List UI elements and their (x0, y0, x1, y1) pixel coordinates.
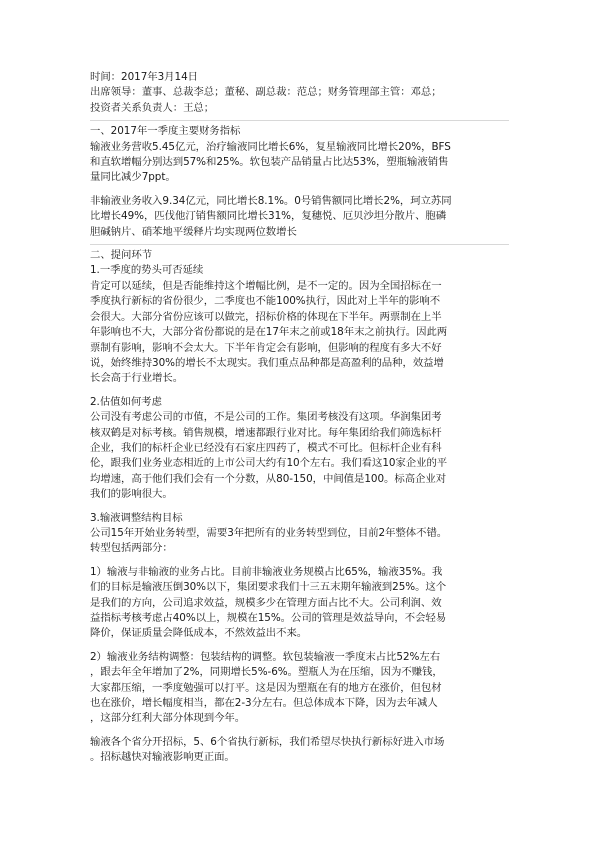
para-line: 说，始终维持30%的增长不太现实。我们重点品种都是高盈利的品种，效益增 (90, 356, 444, 369)
para-line: 降价，保证质量会降低成本，不然效益出不来。 (90, 627, 308, 640)
para-line: 1）输液与非输液的业务占比。目前非输液业务规模占比65%，输液35%。我 (90, 565, 443, 578)
para-line: 伦，跟我们业务业态相近的上市公司大约有10个左右。我们看这10家企业的平 (90, 457, 448, 470)
para-line: 胆碱钠片、硝苯地平缓释片均实现两位数增长 (90, 225, 297, 238)
para-line: ，跟去年全年增加了2%，同期增长5%-6%。塑瓶人为在压缩，因为不赚钱， (90, 666, 443, 679)
para-line: 输液各个省分开招标，5、6个省执行新标，我们希望尽快执行新标好进入市场 (90, 735, 445, 748)
para-line: 核双鹤是对标考核。销售规模，增速都跟行业对比。每年集团给我们筛选标杆 (90, 426, 442, 439)
para-line: 2）输液业务结构调整：包装结构的调整。软包装输液一季度末占比52%左右 (90, 650, 441, 663)
meeting-time: 时间：2017年3月14日 (90, 71, 198, 83)
para-line: 我们的影响很大。 (90, 488, 173, 501)
para-line: 和直软增幅分别达到57%和25%。软包装产品销量占比达53%，塑瓶输液销售 (90, 156, 449, 169)
question-1 (90, 263, 509, 386)
para-line: 输液业务营收5.45亿元，治疗输液同比增长6%，复星输液同比增长20%，BFS (90, 140, 451, 153)
para-line: 票制有影响，影响不会太大。下半年肯定会有影响，但影响的程度有多大不好 (90, 341, 442, 354)
section-title-qa: 二、提问环节 (90, 249, 153, 262)
para-line: 企业，我们的标杆企业已经没有石家庄四药了，模式不可比。但标杆企业有科 (90, 441, 442, 454)
para-line: 肯定可以延续，但是否能维持这个增幅比例，是不一定的。因为全国招标在一 (90, 279, 442, 292)
para-line: 。招标越快对输液影响更正面。 (90, 751, 235, 764)
para-line: 季度执行新标的省份很少，二季度也不能100%执行，因此对上半年的影响不 (90, 295, 441, 308)
para-line: 大家都压缩，一季度勉强可以打平。这是因为塑瓶在有的地方在涨价，但包材 (90, 681, 442, 694)
divider (90, 244, 509, 245)
paragraph-gap (90, 727, 509, 735)
question-title: 3.输液调整结构目标 (90, 511, 183, 524)
section-qa (90, 248, 509, 766)
para-line: 长会高于行业增长。 (90, 372, 184, 385)
section-title-financials: 一、2017年一季度主要财务指标 (90, 125, 241, 138)
question-title: 2.估值如何考虑 (90, 395, 162, 408)
para-line: 非输液业务收入9.34亿元，同比增长8.1%。0号销售额同比增长2%，珂立苏同 (90, 194, 452, 207)
para-line: 量同比减少7ppt。 (90, 171, 176, 184)
paragraph-gap (90, 186, 509, 194)
para-line: 公司没有考虑公司的市值，不是公司的工作。集团考核没有这项。华润集团考 (90, 411, 442, 424)
paragraph-gap (90, 557, 509, 565)
paragraph-gap (90, 503, 509, 511)
para-line: 年影响也不大，大部分省份都说的是在17年末之前或18年末之前执行。因此两 (90, 326, 448, 339)
para-line: 会很大。大部分省份应该可以做完，招标价格的体现在下半年。两票制在上半 (90, 310, 442, 323)
paragraph-gap (90, 387, 509, 395)
meeting-header (90, 70, 509, 116)
divider (90, 120, 509, 121)
para-line: 们的目标是输液压倒30%以下，集团要求我们十三五末期年输液到25%。这个 (90, 581, 447, 594)
question-3 (90, 511, 509, 766)
para-line: 是我们的方向，公司追求效益，规模多少在管理方面占比不大。公司利润、效 (90, 596, 442, 609)
para-line: 转型包括两部分： (90, 542, 173, 555)
para-line: 均增速，高于他们我们会有一个分数，从80-150，中间值是100。标高企业对 (90, 472, 447, 485)
para-line: 公司15年开始业务转型，需要3年把所有的业务转型到位，目前2年整体不错。 (90, 526, 448, 539)
question-2 (90, 395, 509, 503)
attendees-line-1: 出席领导：董事、总裁李总；董秘、副总裁：范总；财务管理部主管：邓总； (90, 86, 442, 99)
para-line: 益指标考核考虑占40%以上，规模在15%。公司的管理是效益导向，不会轻易 (90, 612, 447, 624)
para-line: ，这部分红利大部分体现到今年。 (90, 712, 246, 725)
para-line: 比增长49%，匹伐他汀销售额同比增长31%，复穗悦、厄贝沙坦分散片、胞磷 (90, 210, 447, 223)
para-line: 也在涨价，增长幅度相当，都在2-3分左右。但总体成本下降，因为去年减人 (90, 697, 438, 710)
attendees-line-2: 投资者关系负责人：王总； (90, 101, 215, 114)
question-title: 1.一季度的势头可否延续 (90, 264, 204, 277)
paragraph-gap (90, 642, 509, 650)
section-financials (90, 124, 509, 240)
